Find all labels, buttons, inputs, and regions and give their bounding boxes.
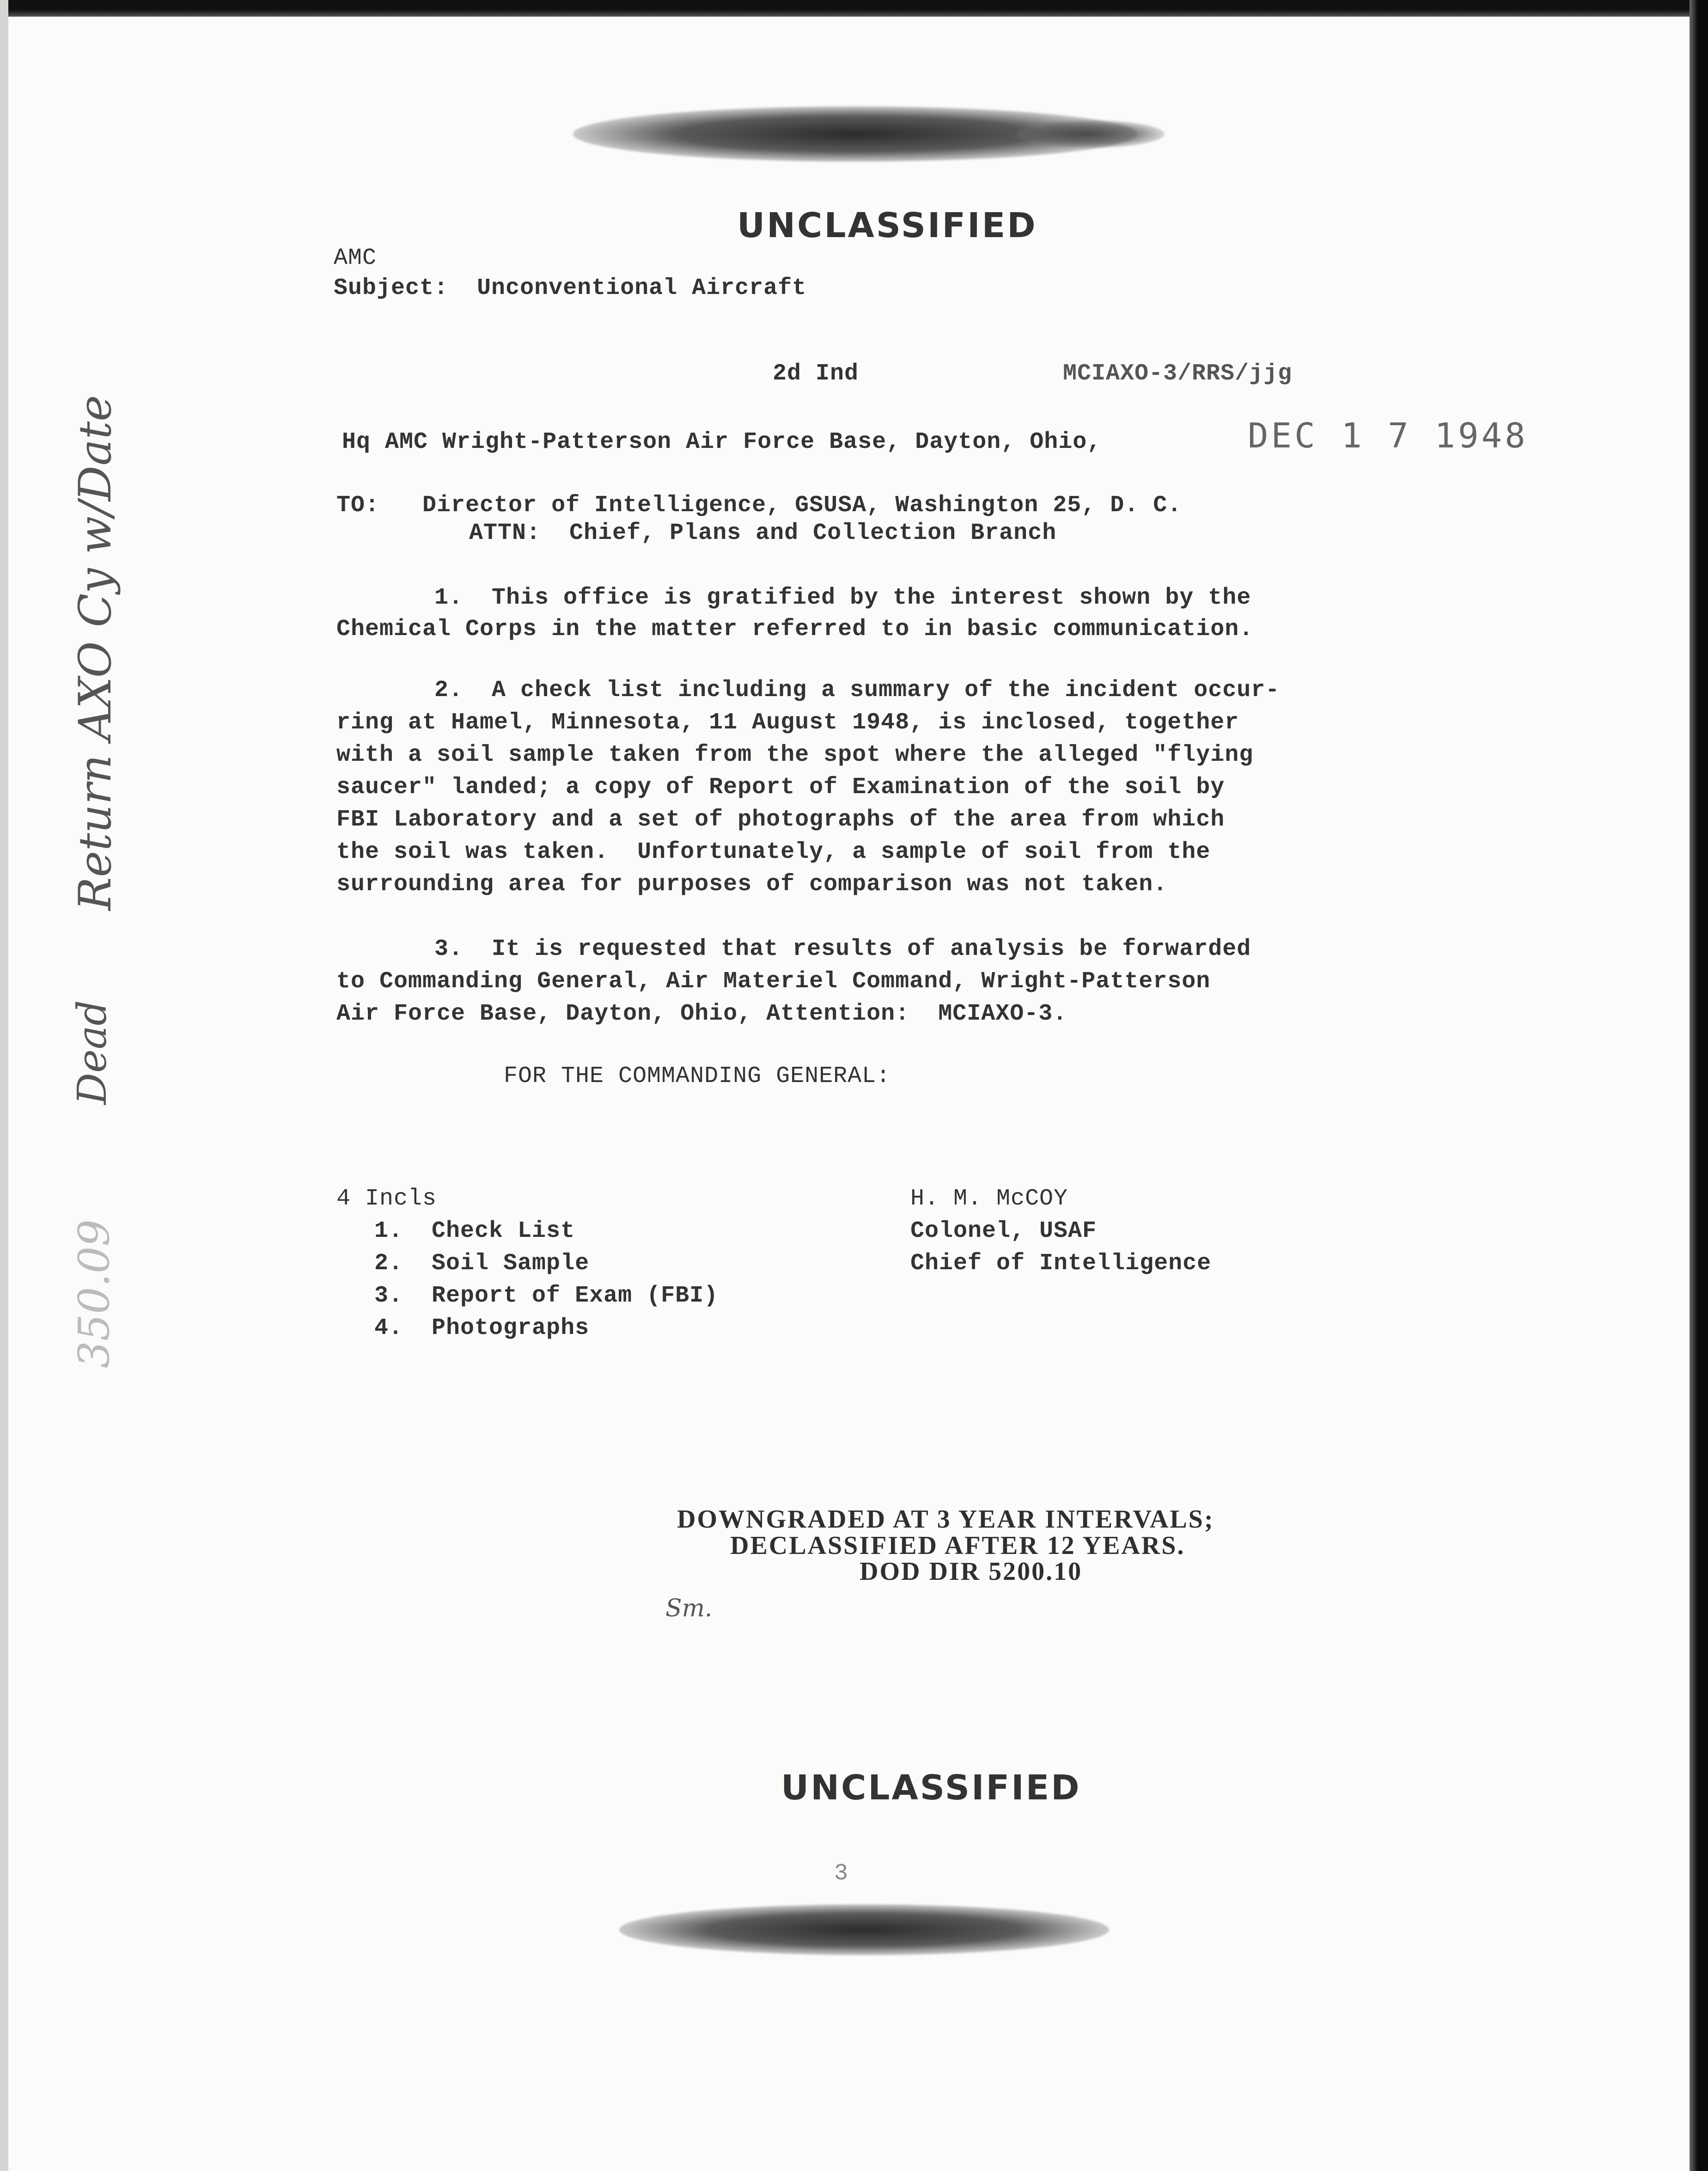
downgrade-stamp-line2: DECLASSIFIED AFTER 12 YEARS. <box>730 1531 1185 1560</box>
para2-line1: 2. A check list including a summary of the incident occur- <box>434 677 1280 703</box>
para2-line4: saucer" landed; a copy of Report of Examination of the soil by <box>336 774 1225 801</box>
signature-title: Chief of Intelligence <box>910 1250 1212 1277</box>
para2-line2: ring at Hamel, Minnesota, 11 August 1948, is inclosed, together <box>336 709 1239 736</box>
to-line: TO: Director of Intelligence, GSUSA, Washington 25, D. C. <box>336 492 1182 519</box>
indorsement-label: 2d Ind <box>773 361 859 387</box>
handwritten-initial: Sm. <box>665 1595 713 1622</box>
bottom-redaction-smudge <box>619 1904 1109 1955</box>
inclosure-item: 1. Check List <box>374 1218 575 1244</box>
para3-line3: Air Force Base, Dayton, Ohio, Attention: MCIAXO-3. <box>336 1001 1068 1027</box>
para2-line3: with a soil sample taken from the spot where the alleged "flying <box>336 742 1254 768</box>
top-redaction-tail <box>1017 120 1165 148</box>
para2-line5: FBI Laboratory and a set of photographs of the area from which <box>336 807 1225 833</box>
para1-line2: Chemical Corps in the matter referred to in basic communication. <box>336 616 1254 642</box>
inclosures-heading: 4 Incls <box>336 1186 437 1212</box>
page-mark: 3 <box>834 1860 849 1887</box>
date-stamp: DEC 1 7 1948 <box>1248 416 1528 456</box>
margin-handwritten-note: Return AXO Cy w/Date <box>69 395 121 911</box>
inclosure-item: 4. Photographs <box>374 1315 590 1341</box>
inclosure-item: 2. Soil Sample <box>374 1250 590 1277</box>
attn-line: ATTN: Chief, Plans and Collection Branch <box>469 520 1057 546</box>
signature-name: H. M. McCOY <box>910 1186 1068 1212</box>
classification-stamp-top: UNCLASSIFIED <box>737 206 1037 245</box>
margin-handwritten-word: Dead <box>69 1000 116 1105</box>
para2-line6: the soil was taken. Unfortunately, a sample of soil from the <box>336 839 1211 865</box>
origin-line: Hq AMC Wright-Patterson Air Force Base, Dayton, Ohio, <box>342 429 1102 455</box>
downgrade-stamp-line1: DOWNGRADED AT 3 YEAR INTERVALS; <box>677 1505 1214 1534</box>
margin-handwritten-number: 350.09 <box>69 1219 119 1368</box>
para3-line2: to Commanding General, Air Materiel Command, Wright-Patterson <box>336 968 1211 995</box>
para3-line1: 3. It is requested that results of analysis be forwarded <box>434 936 1251 962</box>
org-code: AMC <box>334 245 377 271</box>
para2-line7: surrounding area for purposes of comparison was not taken. <box>336 871 1168 898</box>
closing-line: FOR THE COMMANDING GENERAL: <box>504 1063 891 1089</box>
classification-stamp-bottom: UNCLASSIFIED <box>781 1768 1081 1808</box>
downgrade-stamp-line3: DOD DIR 5200.10 <box>860 1557 1083 1586</box>
inclosure-item: 3. Report of Exam (FBI) <box>374 1283 719 1309</box>
subject-line: Subject: Unconventional Aircraft <box>334 275 807 301</box>
film-edge-left <box>0 0 8 2171</box>
para1-line1: 1. This office is gratified by the interest shown by the <box>434 585 1251 611</box>
film-edge-right <box>1690 0 1708 2171</box>
signature-rank: Colonel, USAF <box>910 1218 1097 1244</box>
file-reference: MCIAXO-3/RRS/jjg <box>1063 361 1293 387</box>
film-edge-top <box>0 0 1708 17</box>
